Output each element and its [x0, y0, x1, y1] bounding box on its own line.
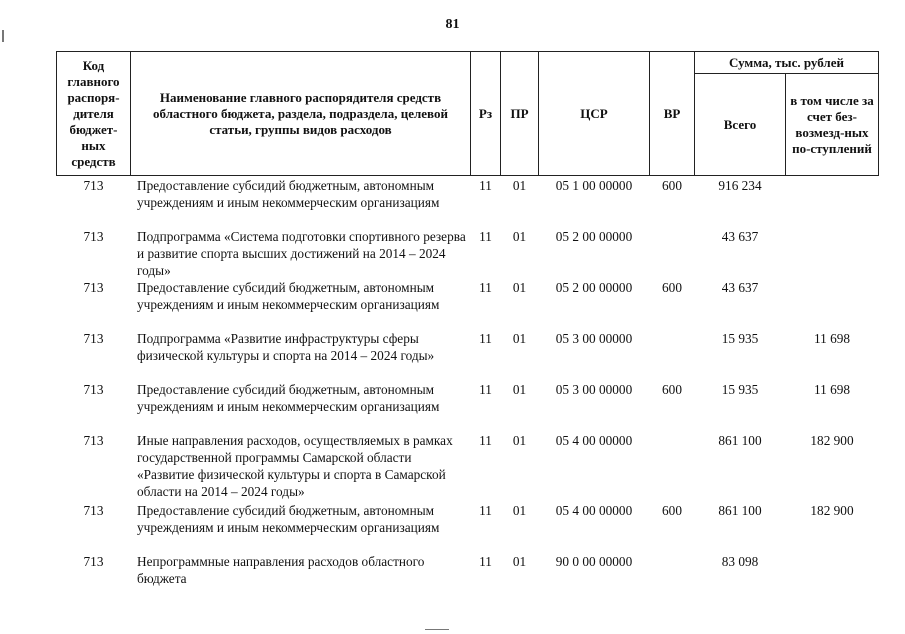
rz-cell: 11 — [479, 382, 492, 397]
code-cell: 713 — [83, 382, 104, 397]
code-cell: 713 — [83, 229, 104, 244]
total-cell: 916 234 — [718, 178, 762, 193]
rz-cell: 11 — [479, 280, 492, 295]
total-cell: 15 935 — [721, 331, 759, 346]
csr-cell: 05 3 00 00000 — [555, 331, 633, 346]
vr-cell: 600 — [662, 382, 682, 397]
code-cell: 713 — [83, 503, 104, 518]
total-cell: 861 100 — [718, 503, 762, 518]
csr-cell: 90 0 00 00000 — [555, 554, 633, 569]
header-name: Наименование главного распорядителя средств областного бюджета, раздела, подраздела, целевой статьи, группы видов расходов — [130, 51, 471, 176]
code-cell: 713 — [83, 554, 104, 569]
pr-cell: 01 — [512, 433, 527, 448]
pr-cell: 01 — [512, 229, 527, 244]
csr-cell: 05 3 00 00000 — [555, 382, 633, 397]
incl-cell: 11 698 — [813, 331, 851, 346]
total-cell: 43 637 — [721, 229, 759, 244]
total-cell: 15 935 — [721, 382, 759, 397]
pr-cell: 01 — [512, 554, 527, 569]
name-cell: Подпрограмма «Развитие инфраструктуры сферы физической культуры и спорта на 2014 – 2024 годы» — [137, 331, 435, 363]
incl-cell: 182 900 — [810, 433, 854, 448]
total-cell: 861 100 — [718, 433, 762, 448]
vr-cell: 600 — [662, 503, 682, 518]
pr-cell: 01 — [512, 178, 527, 193]
csr-cell: 05 2 00 00000 — [555, 280, 633, 295]
incl-cell: 182 900 — [810, 503, 854, 518]
rz-cell: 11 — [479, 433, 492, 448]
csr-cell: 05 4 00 00000 — [555, 433, 633, 448]
total-cell: 43 637 — [721, 280, 759, 295]
name-cell: Предоставление субсидий бюджетным, автономным учреждениям и иным некоммерческим организациям — [137, 280, 440, 312]
pr-cell: 01 — [512, 503, 527, 518]
rz-cell: 11 — [479, 554, 492, 569]
header-rz: Рз — [470, 51, 501, 176]
header-total: Всего — [694, 73, 786, 176]
code-cell: 713 — [83, 280, 104, 295]
scan-mark-bottom — [425, 629, 449, 630]
page-number: 81 — [445, 17, 460, 32]
rz-cell: 11 — [479, 229, 492, 244]
name-cell: Предоставление субсидий бюджетным, автономным учреждениям и иным некоммерческим организациям — [137, 178, 440, 210]
name-cell: Подпрограмма «Система подготовки спортивного резерва и развитие спорта высших достижений на 2014 – 2024 годы» — [137, 229, 466, 278]
vr-cell: 600 — [662, 178, 682, 193]
rz-cell: 11 — [479, 503, 492, 518]
header-sum: Сумма, тыс. рублей — [694, 51, 879, 74]
name-cell: Непрограммные направления расходов областного бюджета — [137, 554, 425, 586]
pr-cell: 01 — [512, 382, 527, 397]
scan-mark-left — [2, 30, 4, 42]
pr-cell: 01 — [512, 280, 527, 295]
header-pr: ПР — [500, 51, 539, 176]
code-cell: 713 — [83, 178, 104, 193]
csr-cell: 05 1 00 00000 — [555, 178, 633, 193]
name-cell: Предоставление субсидий бюджетным, автономным учреждениям и иным некоммерческим организациям — [137, 382, 440, 414]
total-cell: 83 098 — [721, 554, 759, 569]
name-cell: Предоставление субсидий бюджетным, автономным учреждениям и иным некоммерческим организациям — [137, 503, 440, 535]
name-cell: Иные направления расходов, осуществляемых в рамках государственной программы Самарской области «Развитие физической культуры и спорта в Самарской области на 2014 – 2024 годы» — [137, 433, 453, 499]
pr-cell: 01 — [512, 331, 527, 346]
csr-cell: 05 4 00 00000 — [555, 503, 633, 518]
csr-cell: 05 2 00 00000 — [555, 229, 633, 244]
code-cell: 713 — [83, 331, 104, 346]
header-code: Код главного распоря-дителя бюджет-ных средств — [56, 51, 131, 176]
header-incl: в том числе за счет без-возмезд-ных по-ступлений — [785, 73, 879, 176]
header-vr: ВР — [649, 51, 695, 176]
incl-cell: 11 698 — [813, 382, 851, 397]
header-csr: ЦСР — [538, 51, 650, 176]
rz-cell: 11 — [479, 178, 492, 193]
vr-cell: 600 — [662, 280, 682, 295]
rz-cell: 11 — [479, 331, 492, 346]
code-cell: 713 — [83, 433, 104, 448]
